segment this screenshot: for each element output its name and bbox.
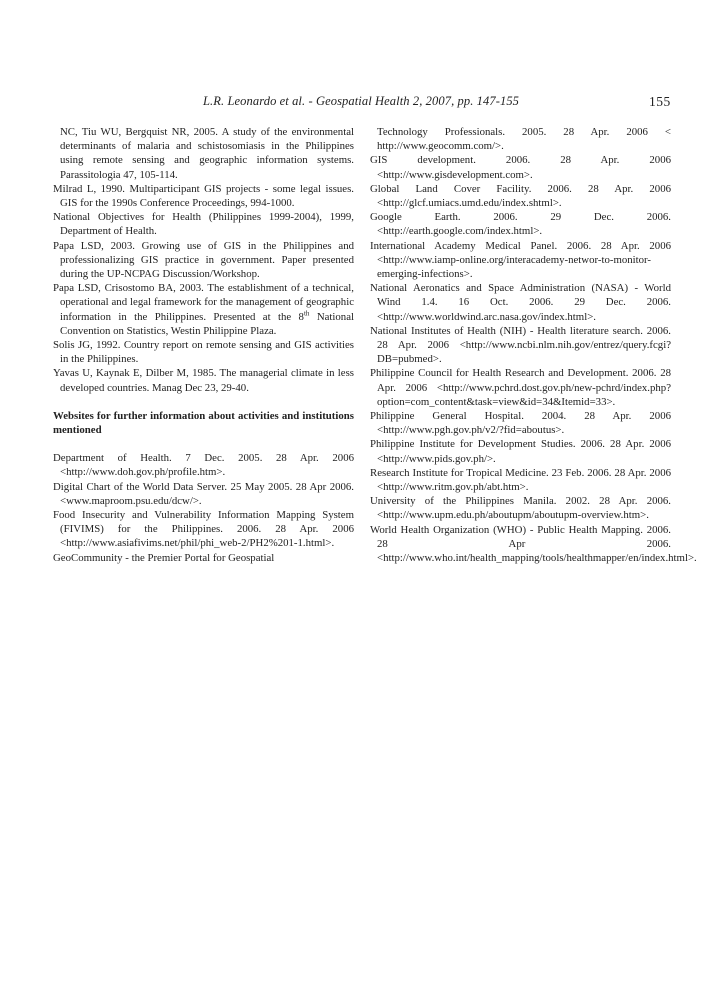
website-entry: Philippine Institute for Development Studies. 2006. 28 Apr. 2006 <http://www.pids.gov.ph/>. xyxy=(370,438,671,465)
running-head: L.R. Leonardo et al. - Geospatial Health 2, 2007, pp. 147-155 xyxy=(203,94,520,108)
reference-entry: NC, Tiu WU, Bergquist NR, 2005. A study of the environmental determinants of malaria and schistosomiasis in the Philippines using remote sensing and geographic information systems. Parassitologia 47, 105-114. xyxy=(60,126,354,181)
website-entry: Global Land Cover Facility. 2006. 28 Apr. 2006 <http://glcf.umiacs.umd.edu/index.shtml>. xyxy=(370,182,671,210)
website-entry: Department of Health. 7 Dec. 2005. 28 Apr. 2006 <http://www.doh.gov.ph/profile.htm>. xyxy=(53,452,354,479)
reference-entry: Yavas U, Kaynak E, Dilber M, 1985. The managerial climate in less developed countries. Manag Dec 23, 29-40. xyxy=(53,367,354,394)
website-entry: Philippine Council for Health Research and Development. 2006. 28 Apr. 2006 <http://www.pchrd.dost.gov.ph/new-pchrd/index.php?option=com_content&task=view&id=34&Itemid=33>. xyxy=(370,367,671,408)
website-entry: University of the Philippines Manila. 2002. 28 Apr. 2006. <http://www.upm.edu.ph/aboutupm/aboutupm-overview.htm>. xyxy=(370,495,671,522)
website-entry: GeoCommunity - the Premier Portal for Geospatial xyxy=(53,551,275,564)
website-entry: National Aeronatics and Space Administration (NASA) - World Wind 1.4. 16 Oct. 2006. 29 Dec. 2006. <http://www.worldwind.arc.nasa.gov/index.html>. xyxy=(370,282,671,323)
reference-entry: Papa LSD, Crisostomo BA, 2003. The establishment of a technical, operational and legal framework for the management of geographic information in the Philippines. Presented at the 8th National Convention on Statistics, Westin Philippine Plaza. xyxy=(53,282,354,337)
website-entry: National Institutes of Health (NIH) - Health literature search. 2006. 28 Apr. 2006 <http://www.ncbi.nlm.nih.gov/entrez/query.fcgi?DB=pubmed>. xyxy=(370,324,671,366)
page-number: 155 xyxy=(649,94,671,109)
website-entry: Google Earth. 2006. 29 Dec. 2006. <http://earth.google.com/index.html>. xyxy=(370,211,671,238)
website-entry: International Academy Medical Panel. 2006. 28 Apr. 2006 <http://www.iamp-online.org/interacademy-networ-to-monitor-emerging-infections>. xyxy=(370,239,671,281)
website-entry: Food Insecurity and Vulnerability Information Mapping System (FIVIMS) for the Philippines. 2006. 28 Apr. 2006 <http://www.asiafivims.net/phil/phi_web-2/PH2%201-1.html>. xyxy=(53,509,354,550)
section-heading-websites: Websites for further information about activities and institutions mentioned xyxy=(53,409,354,437)
website-entry: World Health Organization (WHO) - Public Health Mapping. 2006. 28 Apr 2006. <http://www.who.int/health_mapping/tools/healthmapper/en/index.html>. xyxy=(370,523,697,565)
reference-entry: Solis JG, 1992. Country report on remote sensing and GIS activities in the Philippines. xyxy=(53,339,354,366)
website-entry: Technology Professionals. 2005. 28 Apr. 2006 < http://www.geocomm.com/>. xyxy=(377,126,671,153)
website-entry: Research Institute for Tropical Medicine. 23 Feb. 2006. 28 Apr. 2006 <http://www.ritm.gov.ph/abt.htm>. xyxy=(370,466,671,494)
reference-entry: Papa LSD, 2003. Growing use of GIS in the Philippines and professionalizing GIS practice in government. Paper presented during the UP-NCPAG Discussion/Workshop. xyxy=(53,239,354,281)
website-entry: Digital Chart of the World Data Server. 25 May 2005. 28 Apr 2006. <www.maproom.psu.edu/dcw/>. xyxy=(53,480,354,507)
website-entry: GIS development. 2006. 28 Apr. 2006 <http://www.gisdevelopment.com>. xyxy=(370,154,671,181)
right-column xyxy=(370,125,697,565)
reference-entry: Milrad L, 1990. Multiparticipant GIS projects - some legal issues. GIS for the 1990s Conference Proceedings, 994-1000. xyxy=(53,182,354,210)
left-column xyxy=(53,125,354,565)
website-entry: Philippine General Hospital. 2004. 28 Apr. 2006 <http://www.pgh.gov.ph/v2/?fid=aboutus>. xyxy=(370,410,671,437)
reference-entry: National Objectives for Health (Philippines 1999-2004), 1999, Department of Health. xyxy=(53,211,354,238)
page-header xyxy=(0,94,728,112)
